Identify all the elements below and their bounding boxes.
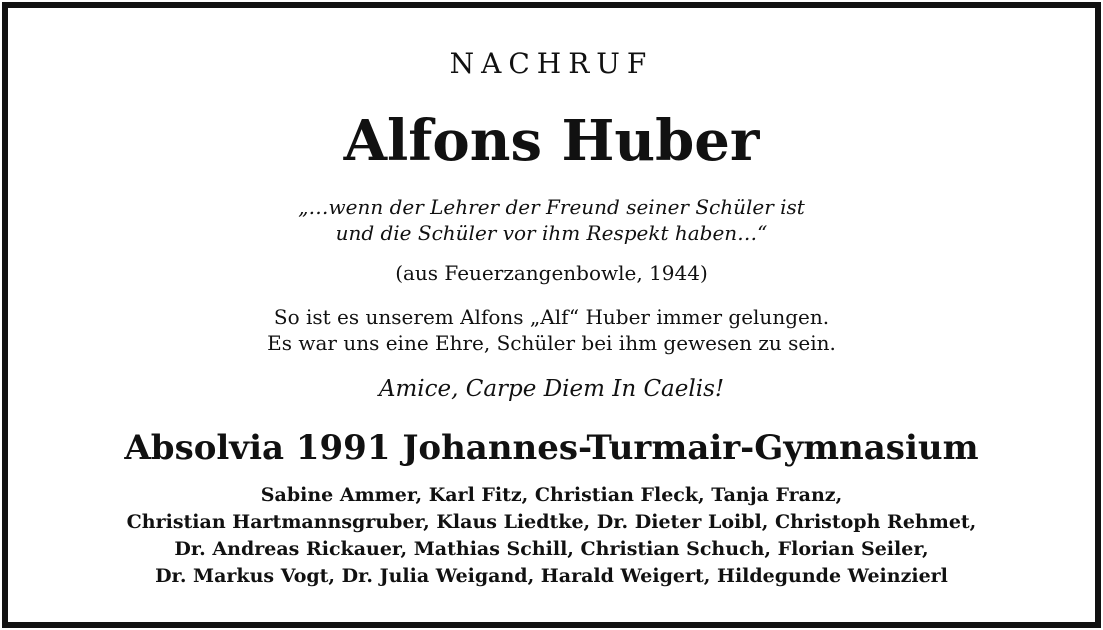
member-list <box>8 482 1095 590</box>
obituary-frame <box>2 2 1101 628</box>
quote-source: (aus Feuerzangenbowle, 1944) <box>395 261 708 285</box>
motto: Amice, Carpe Diem In Caelis! <box>378 376 725 402</box>
member-line: Dr. Andreas Rickauer, Mathias Schill, Christian Schuch, Florian Seiler, <box>174 538 929 560</box>
member-line: Dr. Markus Vogt, Dr. Julia Weigand, Harald Weigert, Hildegunde Weinzierl <box>155 565 948 587</box>
quote-line: „…wenn der Lehrer der Freund seiner Schüler ist <box>298 195 805 219</box>
quote-line: und die Schüler vor ihm Respekt haben…“ <box>335 221 768 245</box>
tribute-text <box>8 304 1095 356</box>
tribute-line: So ist es unserem Alfons „Alf“ Huber immer gelungen. <box>273 305 830 329</box>
deceased-name: Alfons Huber <box>343 108 760 174</box>
quote <box>8 194 1095 246</box>
tribute-line: Es war uns eine Ehre, Schüler bei ihm gewesen zu sein. <box>267 331 836 355</box>
member-line: Christian Hartmannsgruber, Klaus Liedtke, Dr. Dieter Loibl, Christoph Rehmet, <box>126 511 977 533</box>
sender-group: Absolvia 1991 Johannes-Turmair-Gymnasium <box>124 428 979 468</box>
notice-heading: NACHRUF <box>449 47 654 80</box>
member-line: Sabine Ammer, Karl Fitz, Christian Fleck, Tanja Franz, <box>260 484 843 506</box>
